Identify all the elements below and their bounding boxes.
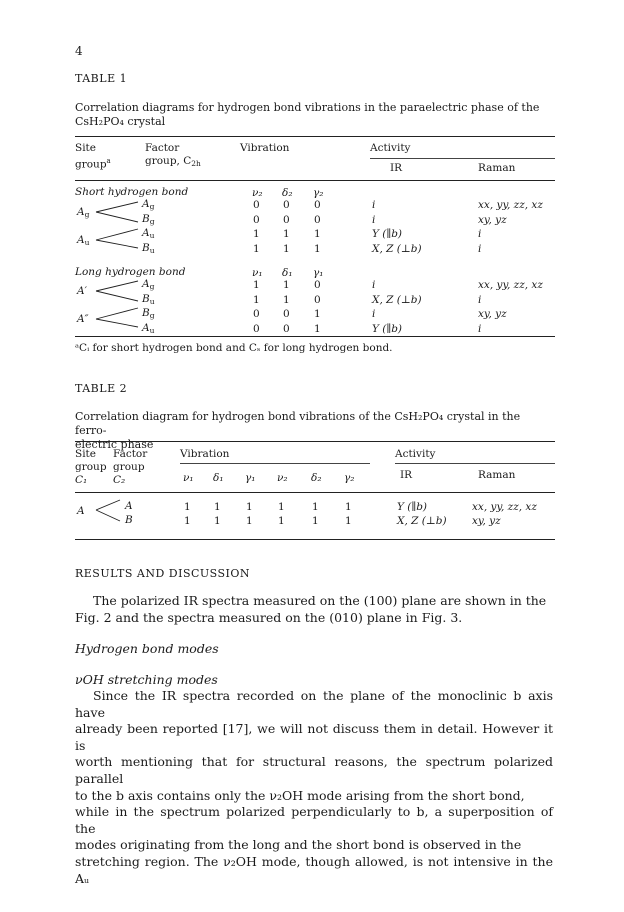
t1-long_rows-v2-0: 1 <box>283 279 290 291</box>
t2-sym-0: A <box>125 500 133 512</box>
t1-long_rows-sym-1: $B_u$ <box>142 292 155 306</box>
table1-caption-line1: Correlation diagrams for hydrogen bond vibrations in the paraelectric phase of the <box>75 101 540 114</box>
t1-short-title: Short hydrogen bond <box>75 186 189 198</box>
t1-short-site-1: $A_g$ <box>77 206 90 219</box>
t1-short_rows-v1-3: 1 <box>253 242 260 255</box>
t1-long_rows-sym-2: $B_g$ <box>142 307 155 320</box>
t1-hdr-site-group: group$^a$ <box>75 157 111 171</box>
t2-hdr-raman: Raman <box>478 469 516 481</box>
table1-caption-line2: CsH₂PO₄ crystal <box>75 115 166 128</box>
t2-val-0-1: 1 <box>214 501 221 513</box>
t1-hdr-site: Site <box>75 142 96 154</box>
t1-short_rows-sym-2: $A_u$ <box>142 227 155 240</box>
t1-short_rows-v1-2: 1 <box>253 228 260 240</box>
t2-val-1-0: 1 <box>184 515 191 527</box>
t1-short_rows-v3-1: 0 <box>314 213 321 226</box>
t2-vib-hdr-0: ν₁ <box>183 472 194 484</box>
t1-short_rows-v2-2: 1 <box>283 228 290 240</box>
t1-short_rows-sym-0: $A_g$ <box>142 198 155 211</box>
t1-long_rows-raman-0: xx, yy, zz, xz <box>478 279 543 291</box>
t1-long_rows-v3-2: 1 <box>314 308 321 320</box>
t1-hdr-vibration: Vibration <box>240 142 290 154</box>
t1-short-vib-2: δ₂ <box>282 187 293 199</box>
t2-hdr-factor: Factor <box>113 448 148 460</box>
table2-top-rule <box>75 441 555 442</box>
table2-caption <box>75 410 555 452</box>
t2-vib-hdr-5: γ₂ <box>344 472 355 484</box>
t1-short_rows-v3-2: 1 <box>314 228 321 240</box>
t1-long_rows-v3-3: 1 <box>314 322 321 335</box>
t2-val-0-4: 1 <box>312 501 319 513</box>
t1-short_rows-v2-0: 0 <box>283 199 290 211</box>
t1-bottom-rule <box>75 336 555 337</box>
t2-hdr-site-c: C₁ <box>75 474 88 486</box>
table1-caption <box>75 101 555 129</box>
section-heading: RESULTS AND DISCUSSION <box>75 567 251 580</box>
para2-line5: while in the spectrum polarized perpendicularly to b, a superposition of the <box>75 804 553 836</box>
t2-hdr-factor-group: group <box>113 461 145 473</box>
t1-short_rows-raman-0: xx, yy, zz, xz <box>478 199 543 211</box>
t1-short_rows-ir-0: i <box>372 199 376 211</box>
t1-long-site-2: A″ <box>77 313 89 325</box>
t1-short_rows-sym-3: $B_u$ <box>142 241 155 255</box>
para2-line3: worth mentioning that for structural reasons, the spectrum polarized parallel <box>75 754 553 786</box>
t1-long_rows-v1-1: 1 <box>253 293 260 306</box>
t2-sym-1: B <box>125 514 133 526</box>
t2-hdr-site-group: group <box>75 461 107 473</box>
t1-short_rows-v2-3: 1 <box>283 242 290 255</box>
t2-val-1-3: 1 <box>278 515 285 527</box>
t2-vib-hdr-4: δ₂ <box>311 472 322 484</box>
t1-long-title: Long hydrogen bond <box>75 266 186 278</box>
t1-long_rows-ir-2: i <box>372 308 376 320</box>
t1-long_rows-ir-3: Y (∥b) <box>372 322 403 335</box>
t1-short-vib-3: γ₂ <box>313 187 324 199</box>
t1-short-site-2: $A_u$ <box>77 234 90 247</box>
t1-short_rows-v3-0: 0 <box>314 199 321 211</box>
t2-header-rule <box>75 492 555 493</box>
t1-hdr-ir: IR <box>390 162 403 174</box>
table2-caption-line2: electric phase <box>75 438 154 451</box>
t2-raman-1: xy, yz <box>472 515 501 527</box>
t1-long_rows-v2-2: 0 <box>283 308 290 320</box>
t1-long_rows-v1-2: 0 <box>253 308 260 320</box>
t1-long_rows-v1-3: 0 <box>253 322 260 335</box>
paragraph-2 <box>75 688 553 887</box>
paragraph-1 <box>75 593 553 626</box>
t1-long-site-1: A′ <box>77 285 87 297</box>
t1-short_rows-raman-3: i <box>478 242 482 255</box>
para1-line2: Fig. 2 and the spectra measured on the (010) plane in Fig. 3. <box>75 609 463 625</box>
t2-val-1-2: 1 <box>246 515 253 527</box>
t1-short_rows-ir-3: X, Z (⊥b) <box>372 242 422 255</box>
t2-vibration-rule <box>180 463 370 464</box>
t2-vib-hdr-2: γ₁ <box>245 472 256 484</box>
t1-long_rows-sym-3: $A_u$ <box>142 321 155 335</box>
t1-short_rows-v3-3: 1 <box>314 242 321 255</box>
t1-short_rows-raman-2: i <box>478 228 482 240</box>
t1-long-vib-1: ν₁ <box>252 267 263 279</box>
t1-hdr-factor: Factor <box>145 142 180 154</box>
t1-long_rows-raman-2: xy, yz <box>478 308 507 320</box>
table1-top-rule <box>75 136 555 137</box>
t1-short_rows-v1-1: 0 <box>253 213 260 226</box>
t1-short_rows-sym-1: $B_g$ <box>142 212 155 226</box>
t2-raman-0: xx, yy, zz, xz <box>472 501 537 513</box>
para2-line4: to the b axis contains only the ν₂OH mode arising from the short bond, <box>75 787 525 803</box>
t2-val-1-5: 1 <box>345 515 352 527</box>
para2-line2: already been reported [17], we will not discuss them in detail. However it is <box>75 721 553 753</box>
t2-hdr-site: Site <box>75 448 96 460</box>
t1-short_rows-v2-1: 0 <box>283 213 290 226</box>
t1-long_rows-raman-1: i <box>478 293 482 306</box>
para2-line1: Since the IR spectra recorded on the plane of the monoclinic b axis have <box>75 688 553 720</box>
para2-line7: stretching region. The ν₂OH mode, though allowed, is not intensive in the Aᵤ <box>75 853 553 886</box>
t1-long_rows-raman-3: i <box>478 322 482 335</box>
t2-val-0-0: 1 <box>184 501 191 513</box>
t1-hdr-factor-group: group, $C_{2h}$ <box>145 155 201 168</box>
t2-site: A <box>77 505 85 517</box>
t1-footnote: ᵃCᵢ for short hydrogen bond and Cₛ for long hydrogen bond. <box>75 342 393 354</box>
t1-long_rows-v3-1: 0 <box>314 293 321 306</box>
t1-short_rows-ir-2: Y (∥b) <box>372 228 403 240</box>
t2-hdr-ir: IR <box>400 469 413 481</box>
t1-hdr-raman: Raman <box>478 162 516 174</box>
t2-activity-rule <box>395 463 555 464</box>
t2-bottom-rule <box>75 539 555 540</box>
para1-line1: The polarized IR spectra measured on the (100) plane are shown in the <box>93 593 547 608</box>
t2-ir-0: Y (∥b) <box>397 501 428 513</box>
table1-label: TABLE 1 <box>75 72 128 85</box>
subheading-hydrogen-bond-modes: Hydrogen bond modes <box>75 641 219 656</box>
t1-header-rule <box>75 180 555 181</box>
para2-line6: modes originating from the long and the short bond is observed in the <box>75 837 522 853</box>
t2-vib-hdr-1: δ₁ <box>213 472 224 484</box>
t2-val-0-5: 1 <box>345 501 352 513</box>
t1-long_rows-v2-3: 0 <box>283 322 290 335</box>
t1-long_rows-ir-0: i <box>372 279 376 291</box>
t1-long_rows-v3-0: 0 <box>314 279 321 291</box>
t1-short_rows-raman-1: xy, yz <box>478 213 507 226</box>
t1-long_rows-sym-0: $A_g$ <box>142 278 155 291</box>
t1-long_rows-v1-0: 1 <box>253 279 260 291</box>
t1-hdr-activity: Activity <box>370 142 411 154</box>
t2-val-0-3: 1 <box>278 501 285 513</box>
page-number: 4 <box>75 44 83 58</box>
t1-long-vib-2: δ₁ <box>282 267 293 279</box>
t1-long_rows-ir-1: X, Z (⊥b) <box>372 293 422 306</box>
t2-hdr-factor-c: C₂ <box>113 474 126 486</box>
subheading-voh-stretching: νOH stretching modes <box>75 672 218 687</box>
t1-short_rows-v1-0: 0 <box>253 199 260 211</box>
t2-val-1-4: 1 <box>312 515 319 527</box>
table2-label: TABLE 2 <box>75 382 128 395</box>
t2-ir-1: X, Z (⊥b) <box>397 515 447 527</box>
t1-short-vib-1: ν₂ <box>252 187 263 199</box>
t2-hdr-activity: Activity <box>395 448 436 460</box>
t2-val-1-1: 1 <box>214 515 221 527</box>
t1-long-vib-3: γ₁ <box>313 267 324 279</box>
table2-caption-line1: Correlation diagram for hydrogen bond vibrations of the CsH₂PO₄ crystal in the ferro- <box>75 410 521 437</box>
t1-activity-rule <box>370 158 555 159</box>
t2-val-0-2: 1 <box>246 501 253 513</box>
t2-hdr-vibration: Vibration <box>180 448 230 460</box>
t2-vib-hdr-3: ν₂ <box>277 472 288 484</box>
t1-long_rows-v2-1: 1 <box>283 293 290 306</box>
t1-short_rows-ir-1: i <box>372 213 376 226</box>
